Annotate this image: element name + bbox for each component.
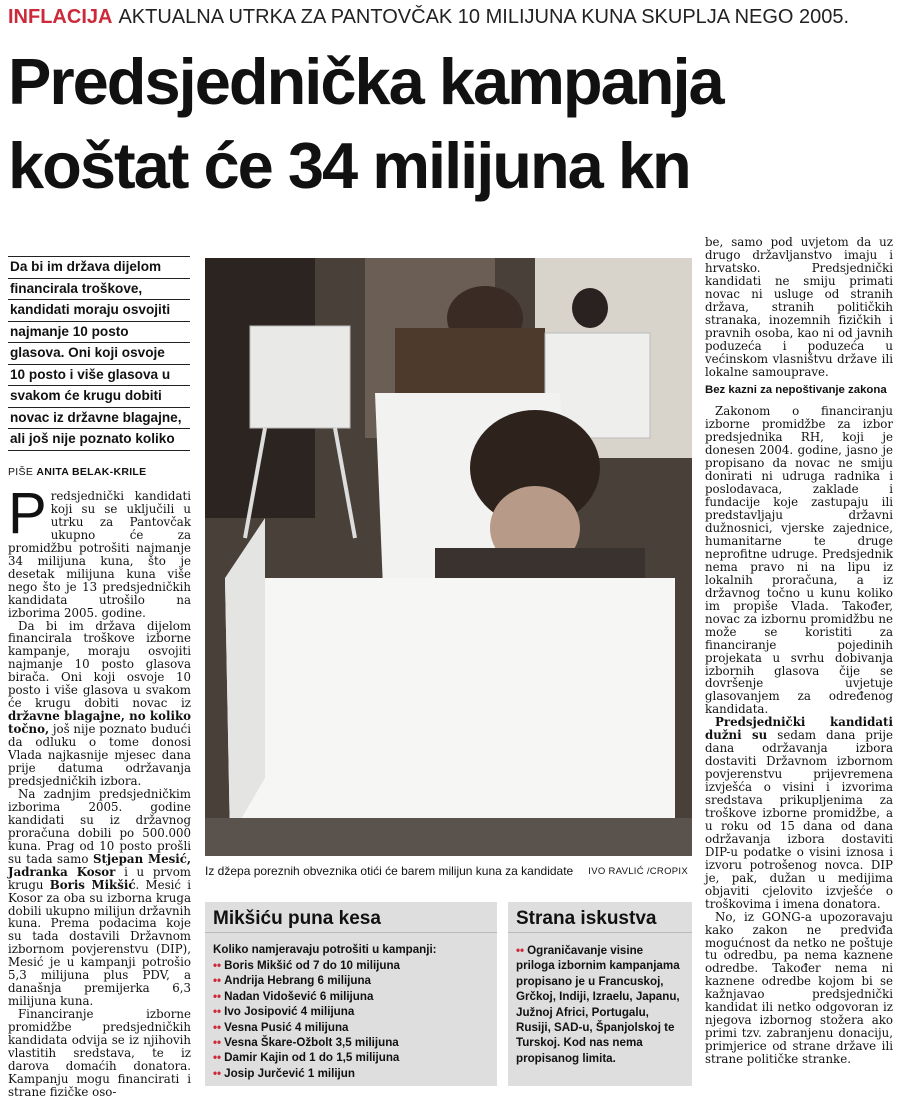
list-item: •• Nadan Vidošević 6 milijuna — [213, 989, 374, 1003]
byline-prefix: PIŠE — [8, 466, 34, 478]
spending-list — [205, 958, 497, 1081]
list-item: •• Vesna Pusić 4 milijuna — [213, 1020, 349, 1034]
foreign-box-body — [508, 939, 692, 1070]
bullet-icon: •• — [516, 944, 525, 957]
paragraph-text: još nije poznato budući da odluku o tome donosi Vlada najkasnije mjesec dana prije datuma održavanja predsjedničkih izbora. — [8, 722, 191, 788]
kicker — [8, 6, 849, 29]
bullet-icon: •• — [213, 989, 222, 1003]
list-item: •• Josip Jurčević 1 milijun — [213, 1066, 355, 1080]
bullet-icon: •• — [213, 959, 222, 972]
subheading: Bez kazni za nepoštivanje zakona — [705, 384, 887, 397]
photo-caption — [205, 864, 692, 878]
bullet-icon: •• — [213, 1020, 222, 1034]
bullet-icon: •• — [213, 1036, 222, 1050]
paragraph-emphasis: Stjepan Mesić, Jadranka Kosor — [8, 851, 191, 879]
paragraph: Financiranje izborne promidžbe predsjedničkih kandidata odvija se iz njihovih vlastitih sredstava, te iz darova domaćih donatora. Kampanju mogu financirati i strane fizičke oso- — [8, 1007, 191, 1099]
caption-text: Iz džepa poreznih obveznika otići će barem milijun kuna za kandidate — [205, 864, 574, 878]
article-column-3 — [705, 236, 893, 1066]
spending-box — [205, 902, 497, 1086]
bullet-icon: •• — [213, 974, 222, 988]
paragraph: No, iz GONG-a upozoravaju kako zakon ne predviđa mogućnost da netko ne poštuje tu odredbu, pa nema kaznene odredbe. Također nema ni kaznene odredbe kojom bi se kažnjavao predsjednički kandidat ili netko odgovoran iz njegova izbornog stožera ako primi tzv. zabranjenu donaciju, primjerice od strane države ili strane političke stranke. — [705, 909, 893, 1067]
spending-box-title: Mikšiću puna kesa — [205, 902, 497, 933]
paragraph-emphasis: Predsjednički kandidati dužni su — [705, 715, 893, 743]
lead-line: Da bi im država dijelom — [8, 256, 190, 278]
bullet-icon: •• — [213, 1005, 222, 1019]
paragraph: be, samo pod uvjetom da uz drugo državljanstvo imaju i hrvatsko. Predsjednički kandidati ne smiju primati novac ni usluge od stranih država, stranih političkih stranaka, inozemnih fizičkih i pravnih osoba, kao ni od javnih poduzeća i poduzeća u većinskom vlasništvu države ili lokalne samouprave. — [705, 235, 893, 379]
paragraph-text: Na zadnjim predsjedničkim izborima 2005. godine kandidati su iz državnog proračuna dobili po 500.000 kuna. Prag od 10 posto prošli su tada samo — [8, 786, 191, 866]
headline-line-2: koštat će 34 milijuna kn — [8, 129, 690, 202]
list-item: •• Damir Kajin od 1 do 1,5 milijuna — [213, 1051, 400, 1065]
paragraph-emphasis: Boris Mikšić — [49, 877, 136, 892]
list-item: •• Vesna Škare-Ožbolt 3,5 milijuna — [213, 1036, 399, 1050]
paragraph — [8, 481, 191, 620]
list-item: •• Boris Mikšić od 7 do 10 milijuna — [213, 959, 401, 972]
lead-paragraph — [8, 256, 190, 451]
paragraph: Zakonom o financiranju izborne promidžbe za izbor predsjednika RH, koji je donesen 2004. godine, jasno je propisano da novac ne smiju donirati ni udruga radnika i poslodavaca, zaklade i fundacije koje zastupaju ili predstavljaju državni dužnosnici, vjerske zajednice, humanitarne te druge neprofitne udruge. Predsjednik nema pravo ni na lipu iz lokalnih proračuna, a iz državnog točno u kunu koliko im propiše Vlada. Također, novac za izbornu promidžbu ne može se koristiti za financiranje pojedinih projekata u svrhu dobivanja izbornih glasova čije se dovršenje uvjetuje glasovanjem za određenog kandidata. — [705, 404, 893, 717]
paragraph-text: sedam dana prije dana održavanja izbora dostaviti Državnom izbornom povjerenstvu prijevremena izvješća o visini i izvorima sredstava prikupljenima za troškove izborne promidžbe, a u roku od 15 dana od dana održavanja izbora dostaviti DIP-u podatke o visini iznosa i izvoru potrošenog novca. DIP je, pak, dužan u medijima objaviti cjelovito izvješće o troškovima i imena donatora. — [705, 728, 894, 911]
foreign-box-title: Strana iskustva — [508, 902, 692, 933]
bullet-icon: •• — [213, 1066, 222, 1080]
foreign-experience-box — [508, 902, 692, 1086]
voting-booths-photo — [205, 258, 692, 856]
lead-line: novac iz državne blagajne, — [8, 407, 190, 429]
paragraph-emphasis: državne blagajne, no koliko točno, — [8, 709, 191, 737]
headline — [8, 40, 896, 208]
spending-box-intro: Koliko namjeravaju potrošiti u kampanji: — [213, 943, 437, 956]
paragraph-text: redsjednički kandidati koji su se uključili u utrku za Pantovčak ukupno će za promidžbu potrošiti najmanje 34 milijuna kuna, što je desetak milijuna kuna više nego što je 13 predsjedničkih kandidata utrošilo na izborima 2005. godine. — [8, 489, 191, 620]
paragraph-text: Da bi im država dijelom financirala troškove izborne kampanje, moraju osvojiti najmanje 10 posto glasova birača. Oni koji osvoje 10 posto i više glasova u svakom će krugu dobiti novac iz — [8, 618, 191, 711]
kicker-tag: INFLACIJA — [8, 6, 113, 28]
lead-line: najmanje 10 posto — [8, 321, 190, 343]
lead-line: glasova. Oni koji osvoje — [8, 342, 190, 364]
list-item: •• Andrija Hebrang 6 milijuna — [213, 974, 372, 988]
lead-line: svakom će krugu dobiti — [8, 385, 190, 407]
paragraph — [705, 716, 893, 910]
byline — [8, 466, 146, 478]
paragraph-text: i u prvom krugu — [8, 864, 191, 892]
kicker-text: AKTUALNA UTRKA ZA PANTOVČAK 10 MILIJUNA KUNA SKUPLJA NEGO 2005. — [118, 6, 850, 28]
list-item: •• Ivo Josipović 4 milijuna — [213, 1005, 355, 1019]
photo-credit: IVO RAVLIĆ /CROPIX — [588, 866, 688, 877]
byline-author: ANITA BELAK-KRILE — [36, 466, 147, 478]
article-column-1 — [8, 481, 191, 1099]
paragraph — [8, 788, 191, 1008]
paragraph-text: . Mesić i Kosor za oba su izborna kruga dobili ukupno milijun državnih kuna. Prema podacima koje su tada dostavili Državnom izbornom povjerenstvu (DIP), Mesić je u kampanji potrošio 5,3 milijuna plus PDV, a današnja premijerka 6,3 milijuna kuna. — [8, 877, 191, 1009]
foreign-box-text: Ograničavanje visine priloga izbornim kampanjama propisano je u Francuskoj, Grčkoj, Indiji, Izraelu, Japanu, Južnoj Africi, Portugalu, Rusiji, SAD-u, Španjolskoj te Turskoj. Kod nas nema propisanog limita. — [516, 944, 680, 1065]
paragraph — [8, 620, 191, 788]
drop-cap: P — [8, 481, 47, 546]
lead-line: 10 posto i više glasova u — [8, 364, 190, 386]
photo-illustration — [205, 258, 692, 856]
bullet-icon: •• — [213, 1051, 222, 1065]
lead-line: kandidati moraju osvojiti — [8, 299, 190, 321]
lead-line: ali još nije poznato koliko — [8, 428, 190, 451]
headline-line-1: Predsjednička kampanja — [8, 45, 723, 118]
lead-line: financirala troškove, — [8, 278, 190, 300]
